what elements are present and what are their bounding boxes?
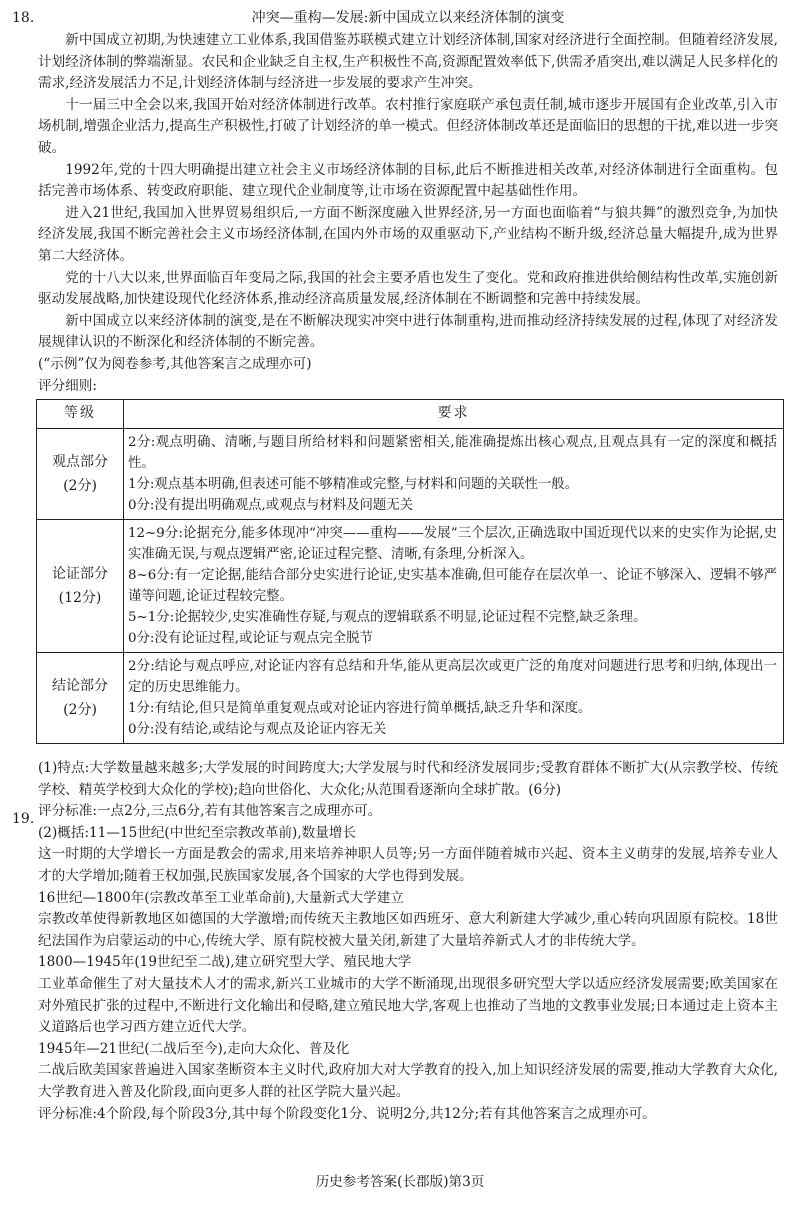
level-cell [37, 429, 124, 520]
level-name: 观点部分 [52, 454, 108, 471]
criterion-item: 8~6分:有一定论据,能结合部分史实进行论证,史实基本准确,但可能存在层次单一、论证不够深入、逻辑不够严谨等问题,论证过程较完整。 [128, 568, 777, 605]
level-points: (2分) [63, 478, 97, 495]
requirement-cell [124, 429, 784, 520]
criterion-item: 12~9分:论据充分,能多体现冲“冲突——重构——发展”三个层次,正确选取中国近现代以来的史实作为论据,史实准确无误,与观点逻辑严密,论证过程完整、清晰,有条理,分析深入。 [128, 526, 777, 563]
essay-paragraph-1: 新中国成立初期,为快速建立工业体系,我国借鉴苏联模式建立计划经济体制,国家对经济进行全面控制。但随着经济发展,计划经济体制的弊端渐显。农民和企业缺乏自主权,生产积极性不高,资源配置效率低下,供需矛盾突出,难以满足人民多样化的需求,经济发展活力不足,计划经济体制与经济进一步发展的要求产生冲突。 [38, 32, 778, 92]
essay-title: 冲突—重构—发展:新中国成立以来经济体制的演变 [251, 10, 565, 26]
criterion-item: 0分:没有提出明确观点,或观点与材料及问题无关 [128, 498, 414, 514]
criterion-item: 2分:结论与观点呼应,对论证内容有总结和升华,能从更高层次或更广泛的角度对问题进行思考和归纳,体现出一定的历史思维能力。 [128, 659, 777, 696]
rubric-label: 评分细则: [38, 377, 97, 394]
requirement-cell [124, 653, 784, 744]
level-points: (12分) [58, 590, 102, 607]
page-footer: 历史参考答案(长郡版)第3页 [315, 1174, 485, 1190]
header-level: 等级 [37, 400, 124, 429]
criterion-item: 1分:观点基本明确,但表述可能不够精准或完整,与材料和问题的关联性一般。 [128, 477, 579, 493]
header-requirement: 要求 [124, 400, 784, 429]
q19-line: 评分标准:4个阶段,每个阶段3分,其中每个阶段变化1分、说明2分,共12分;若有其他答案言之成理亦可。 [38, 1105, 656, 1122]
essay-paragraph-5: 党的十八大以来,世界面临百年变局之际,我国的社会主要矛盾也发生了变化。党和政府推进供给侧结构性改革,实施创新驱动发展战略,加快建设现代化经济体系,推动经济高质量发展,经济体制在不断调整和完善中持续发展。 [38, 269, 778, 308]
question-18-number: 18. [12, 10, 35, 26]
q19-line: 1945年—21世纪(二战后至今),走向大众化、普及化 [38, 1040, 350, 1057]
criterion-item: 0分:没有论证过程,或论证与观点完全脱节 [128, 631, 373, 647]
q19-line: 评分标准:一点2分,三点6分,若有其他答案言之成理亦可。 [38, 803, 382, 820]
level-points: (2分) [63, 702, 97, 719]
essay-paragraph-2: 十一届三中全会以来,我国开始对经济体制进行改革。农村推行家庭联产承包责任制,城市逐步开展国有企业改革,引入市场机制,增强企业活力,提高生产积极性,打破了计划经济的单一模式。但经济体制改革还是面临旧的思想的干扰,难以进一步突破。 [38, 96, 778, 156]
q19-line: 宗教改革使得新教地区如德国的大学激增;而传统天主教地区如西班牙、意大利新建大学减少,重心转向巩固原有院校。18世纪法国作为启蒙运动的中心,传统大学、原有院校被大量关闭,新建了大量培养新式人才的非传统大学。 [38, 911, 778, 949]
q19-line: 二战后欧美国家普遍进入国家垄断资本主义时代,政府加大对大学教育的投入,加上知识经济发展的需要,推动大学教育大众化,大学教育进入普及化阶段,面向更多人群的社区学院大量兴起。 [38, 1062, 778, 1100]
question-19-number: 19. [12, 811, 35, 827]
rubric-table [36, 399, 784, 744]
essay-paragraph-4: 进入21世纪,我国加入世界贸易组织后,一方面不断深度融入世界经济,另一方面也面临着“与狼共舞”的激烈竞争,为加快经济发展,我国不断完善社会主义市场经济体制,在国内外市场的双重驱动下,产业结构不断升级,经济总量大幅提升,成为世界第二大经济体。 [38, 204, 778, 264]
table-row [37, 429, 784, 520]
q19-line: (2)概括:11—15世纪(中世纪至宗教改革前),数量增长 [38, 824, 357, 841]
q19-line: 这一时期的大学增长一方面是教会的需求,用来培养神职人员等;另一方面伴随着城市兴起、资本主义萌芽的发展,培养专业人才的大学增加;随着王权加强,民族国家发展,各个国家的大学也得到发展。 [38, 846, 778, 885]
essay-paragraph-3: 1992年,党的十四大明确提出建立社会主义市场经济体制的目标,此后不断推进相关改革,对经济体制进行全面重构。包括完善市场体系、转变政府职能、建立现代企业制度等,让市场在资源配置中起基础性作用。 [38, 161, 778, 200]
level-name: 论证部分 [52, 566, 108, 583]
level-name: 结论部分 [52, 678, 108, 695]
essay-paragraph-6: 新中国成立以来经济体制的演变,是在不断解决现实冲突中进行体制重构,进而推动经济持续发展的过程,体现了对经济发展规律认识的不断深化和经济体制的不断完善。 [38, 312, 778, 351]
q19-line: 1800—1945年(19世纪至二战),建立研究型大学、殖民地大学 [38, 954, 412, 971]
criterion-item: 5~1分:论据较少,史实准确性存疑,与观点的逻辑联系不明显,论证过程不完整,缺乏条理。 [128, 610, 647, 626]
criterion-item: 1分:有结论,但只是简单重复观点或对论证内容进行简单概括,缺乏升华和深度。 [128, 701, 592, 717]
criterion-item: 0分:没有结论,或结论与观点及论证内容无关 [128, 722, 387, 738]
table-row [37, 520, 784, 653]
table-row [37, 653, 784, 744]
criterion-item: 2分:观点明确、清晰,与题目所给材料和问题紧密相关,能准确提炼出核心观点,且观点具有一定的深度和概括性。 [128, 435, 777, 472]
q19-line: (1)特点:大学数量越来越多;大学发展的时间跨度大;大学发展与时代和经济发展同步;受教育群体不断扩大(从宗教学校、传统学校、精英学校到大众化的学校);趋向世俗化、大众化;从范围看逐渐向全球扩散。(6分) [38, 760, 778, 798]
question-19-answer [38, 758, 778, 1125]
rubric-header-row [37, 400, 784, 429]
level-cell [37, 520, 124, 653]
q19-line: 16世纪—1800年(宗教改革至工业革命前),大量新式大学建立 [38, 889, 404, 906]
level-cell [37, 653, 124, 744]
q19-line: 工业革命催生了对大量技术人才的需求,新兴工业城市的大学不断涌现,出现很多研究型大学以适应经济发展需要;欧美国家在对外殖民扩张的过程中,不断进行文化输出和侵略,建立殖民地大学,客观上也推动了当地的文教事业发展;日本通过走上资本主义道路后也学习西方建立近代大学。 [38, 976, 778, 1036]
requirement-cell [124, 520, 784, 653]
example-note: (“示例”仅为阅卷参考,其他答案言之成理亦可) [38, 355, 312, 372]
